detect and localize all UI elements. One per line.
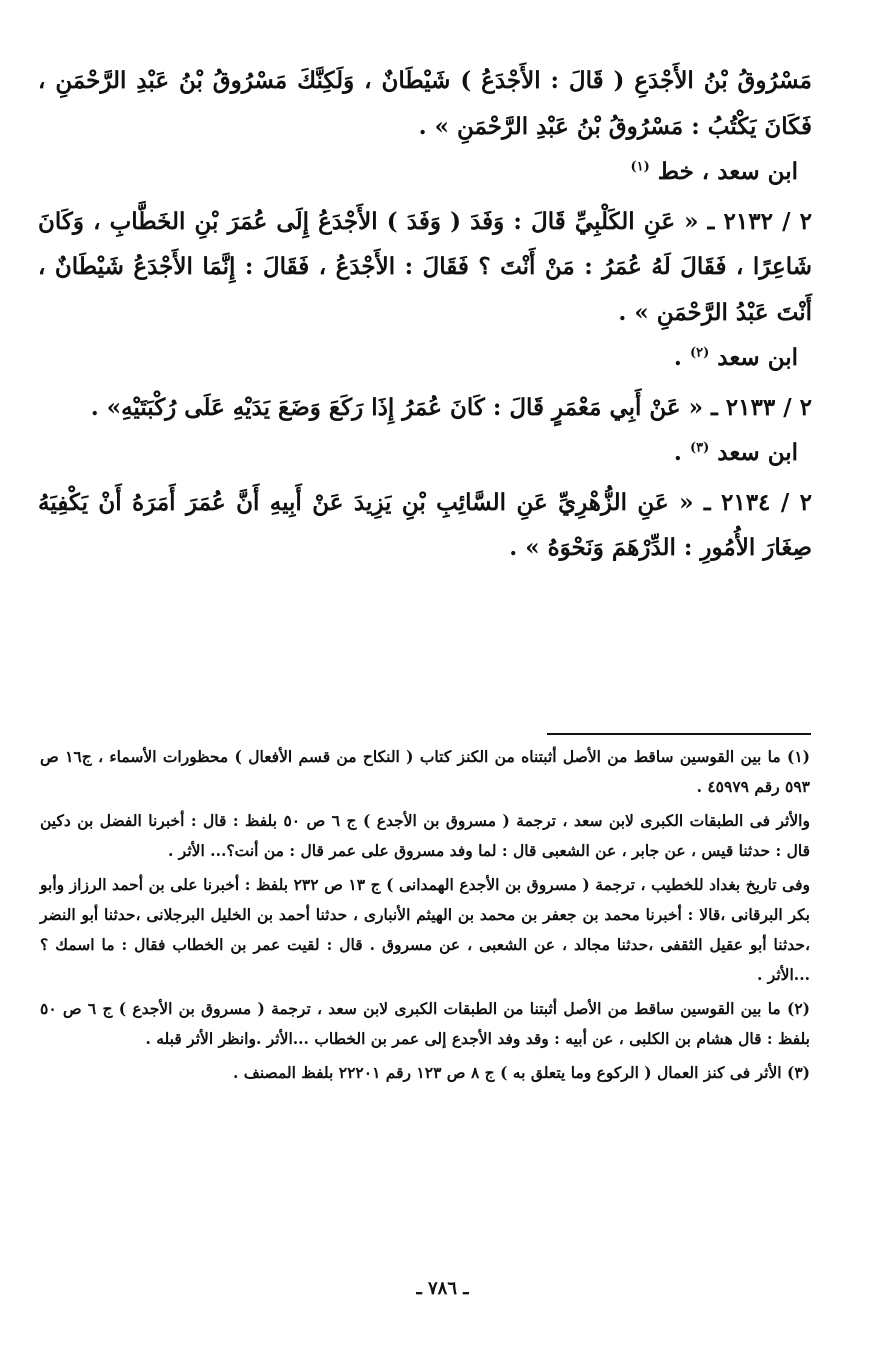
footnote-ref-3: (٣) <box>689 440 710 456</box>
footnote-separator <box>547 733 811 735</box>
source-label: ابن سعد <box>717 439 798 466</box>
source-label: ابن سعد <box>717 344 798 371</box>
source-line-3: ابن سعد $^{(٣)}$ . <box>673 439 798 466</box>
footnotes <box>40 742 810 1088</box>
footnote-ref-1: (١) <box>630 159 650 175</box>
footnote-ref-2: (٢) <box>689 345 710 361</box>
footnote-3: (٣) الأثر فى كنز العمال ( الركوع وما يتعلق به ) ج ٨ ص ١٢٣ رقم ٢٢٢٠١ بلفظ المصنف . <box>233 1063 810 1082</box>
hadith-2132: ٢ / ٢١٣٢ ـ « عَنِ الكَلْبِيِّ قَالَ : وَفَدَ ( وَفَدَ ) الأَجْدَعُ إِلَى عُمَرَ بْنِ الخَطَّابِ ، وَكَانَ شَاعِرًا ، فَقَالَ لَهُ عُمَرُ : مَنْ أَنْتَ ؟ فَقَالَ : الأَجْدَعُ ، فَقَالَ : إِنَّمَا الأَجْدَعُ شَيْطَانٌ ، أَنْتَ عَبْدُ الرَّحْمَنِ » . <box>38 207 812 326</box>
source-label: ابن سعد ، خط <box>657 158 798 185</box>
main-text <box>38 58 812 571</box>
footnote-1: (١) ما بين القوسين ساقط من الأصل أثبتناه من الكنز كتاب ( النكاح من قسم الأفعال ) محظورات الأسماء ، ج١٦ ص ٥٩٣ رقم ٤٥٩٧٩ . <box>40 747 811 796</box>
footnote-1-continuation: وفى تاريخ بغداد للخطيب ، ترجمة ( مسروق بن الأجدع الهمدانى ) ج ١٣ ص ٢٣٢ بلفظ : أخبرنا على بن أحمد الرزاز وأبو بكر البرقانى ،قالا : أخبرنا محمد بن جعفر بن محمد بن الهيثم الأنبارى ، حدثنا أحمد بن الخليل البرجلانى ،حدثنا أبو النضر ،حدثنا أبو عقيل الثقفى ،حدثنا مجالد ، عن الشعبى ، عن مسروق . قال : لقيت عمر بن الخطاب فقال : ما اسمك ؟ ...الأثر . <box>40 875 810 984</box>
footnote-2: (٢) ما بين القوسين ساقط من الأصل أثبتنا من الطبقات الكبرى لابن سعد ، ترجمة ( مسروق بن الأجدع ) ج ٦ ص ٥٠ بلفظ : قال هشام بن الكلبى ، عن أبيه : وقد وفد الأجدع إلى عمر بن الخطاب ...الأثر .وانظر الأثر قبله . <box>40 999 810 1048</box>
footnote-1-continuation: والأثر فى الطبقات الكبرى لابن سعد ، ترجمة ( مسروق بن الأجدع ) ج ٦ ص ٥٠ بلفظ : قال : أخبرنا الفضل بن دكين قال : حدثنا قيس ، عن جابر ، عن الشعبى قال : لما وفد مسروق على عمر قال : من أنت؟... الأثر . <box>40 811 810 860</box>
intro-paragraph: مَسْرُوقُ بْنُ الأَجْدَعِ ( قَالَ : الأَجْدَعُ ) شَيْطَانٌ ، وَلَكِنَّكَ مَسْرُوقُ بْنُ عَبْدِ الرَّحْمَنِ ، فَكَانَ يَكْتُبُ : مَسْرُوقُ بْنُ عَبْدِ الرَّحْمَنِ » . <box>38 67 812 140</box>
source-line-2: ابن سعد $^{(٢)}$ . <box>673 344 798 371</box>
source-line-1 <box>38 149 812 195</box>
hadith-2134: ٢ / ٢١٣٤ ـ « عَنِ الزُّهْرِيِّ عَنِ السَّائِبِ بْنِ يَزِيدَ عَنْ أَبِيهِ أَنَّ عُمَرَ أَمَرَهُ أَنْ يَكْفِيَهُ صِغَارَ الأُمُورِ : الدِّرْهَمَ وَنَحْوَهُ » . <box>38 488 812 561</box>
hadith-2133: ٢ / ٢١٣٣ ـ « عَنْ أَبِي مَعْمَرٍ قَالَ : كَانَ عُمَرُ إِذَا رَكَعَ وَضَعَ يَدَيْهِ عَلَى رُكْبَتَيْهِ» . <box>90 393 812 421</box>
page-number: ـ ٧٨٦ ـ <box>416 1278 469 1299</box>
